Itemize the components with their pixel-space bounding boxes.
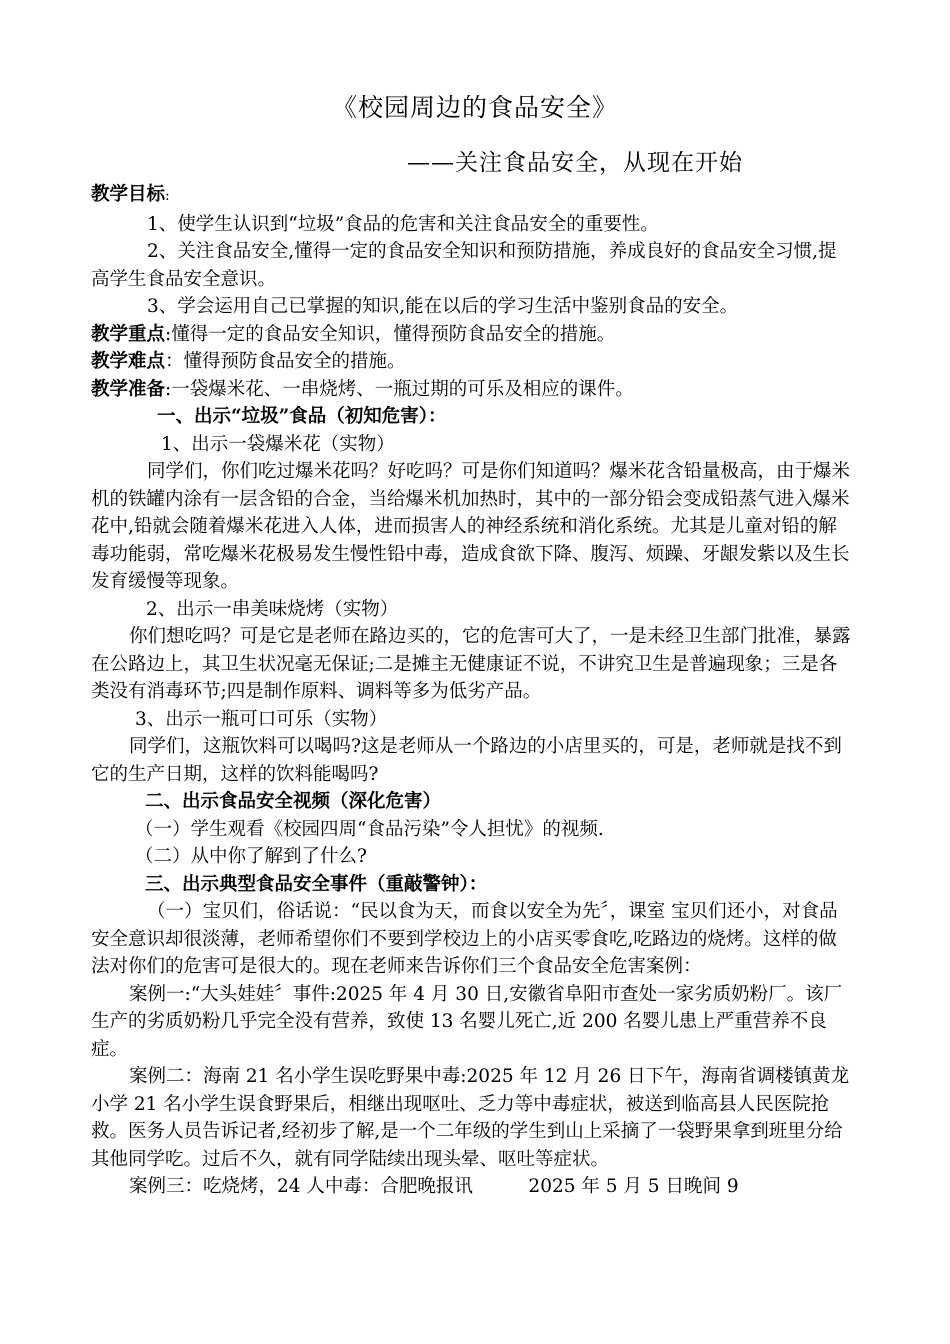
goal-item: 3、学会运用自己已掌握的知识,能在以后的学习生活中鉴别食品的安全。 bbox=[147, 296, 739, 317]
key-text: :懂得一定的食品安全知识，懂得预防食品安全的措施。 bbox=[165, 323, 616, 345]
section1-paragraph-1: 同学们，你们吃过爆米花吗？好吃吗？可是你们知道吗？爆米花含铅量极高，由于爆米机的铁罐内涂有一层含铅的合金，当给爆米机加热时，其中的一部分铅会变成铅蒸气进入爆米花中,铅就会随着爆米花进入人体，进而损害人的神经系统和消化系统。尤其是儿童对铅的解毒功能弱，常吃爆米花极易发生慢性铅中毒，造成食欲下降、腹泻、烦躁、牙龈发紫以及生长发育缓慢等现象。 bbox=[91, 461, 851, 592]
document-body bbox=[91, 181, 851, 1201]
key-label: 教学重点 bbox=[91, 323, 166, 345]
document-title: 《校园周边的食品安全》 bbox=[331, 93, 618, 122]
case-2: 案例二：海南 21 名小学生误吃野果中毒:2025 年 12 月 26 日下午，海南省调楼镇黄龙小学 21 名小学生误食野果后，相继出现呕吐、乏力等中毒症状，被送到临高县人民医院抢救。医务人员告诉记者,经初步了解,是一个二年级的学生到山上采摘了一袋野果拿到班里分给其他同学吃。过后不久，就有同学陆续出现头晕、呕吐等症状。 bbox=[91, 1066, 850, 1170]
section2-item-1: （一）学生观看《校园四周“食品污染”令人担忧》的视频. bbox=[135, 818, 604, 840]
section1-item-3: 3、出示一瓶可口可乐（实物） bbox=[135, 708, 388, 730]
key-points bbox=[91, 321, 851, 349]
section1-item-2: 2、出示一串美味烧烤（实物） bbox=[146, 598, 399, 620]
difficulty-points bbox=[91, 348, 851, 376]
difficulty-text: ：懂得预防食品安全的措施。 bbox=[165, 351, 406, 372]
goals-colon: : bbox=[165, 188, 170, 204]
section3-paragraph-1: （一）宝贝们，俗话说：“民以食为天，而食以安全为先〞，课室 宝贝们还小，对食品安全意识却很淡薄，老师希望你们不要到学校边上的小店买零食吃,吃路边的烧烤。这样的做法对你们的危害可是很大的。现在老师来告诉你们三个食品安全危害案例： bbox=[91, 901, 838, 977]
prep-label: 教学准备 bbox=[91, 378, 166, 400]
goals-label: 教学目标 bbox=[91, 184, 166, 205]
goals-heading bbox=[91, 181, 851, 211]
case-1: 案例一:“大头娃娃〞事件:2025 年 4 月 30 日,安徽省阜阳市查处一家劣质奶粉厂。该厂生产的劣质奶粉几乎完全没有营养，致使 13 名婴儿死亡,近 200 名婴儿患上严重营养不良症。 bbox=[91, 983, 843, 1060]
section1-paragraph-2: 你们想吃吗？可是它是老师在路边买的，它的危害可大了，一是未经卫生部门批准，暴露在公路边上，其卫生状况毫无保证;二是摊主无健康证不说，不讲究卫生是普遍现象；三是各类没有消毒环节;四是制作原料、调料等多为低劣产品。 bbox=[91, 626, 851, 702]
section1-paragraph-3: 同学们，这瓶饮料可以喝吗?这是老师从一个路边的小店里买的，可是，老师就是找不到它的生产日期，这样的饮料能喝吗? bbox=[91, 736, 842, 785]
section-heading-2: 二、出示食品安全视频（深化危害） bbox=[145, 791, 442, 812]
goal-item: 1、使学生认识到“垃圾”食品的危害和关注食品安全的重要性。 bbox=[147, 213, 659, 235]
goal-item: 2、关注食品安全,懂得一定的食品安全知识和预防措施，养成良好的食品安全习惯,提高学生食品安全意识。 bbox=[91, 241, 837, 290]
section-heading-1: 一、出示“垃圾”食品（初知危害）： bbox=[157, 406, 447, 427]
preparation bbox=[91, 376, 851, 404]
section1-item-1: 1、出示一袋爆米花（实物） bbox=[161, 433, 395, 455]
section2-item-2: （二）从中你了解到了什么? bbox=[135, 846, 367, 867]
case-3: 案例三：吃烧烤，24 人中毒：合肥晚报讯 2025 年 5 月 5 日晚间 9 bbox=[129, 1176, 739, 1197]
prep-text: :一袋爆米花、一串烧烤、一瓶过期的可乐及相应的课件。 bbox=[165, 378, 634, 400]
section-heading-3: 三、出示典型食品安全事件（重敲警钟）： bbox=[145, 873, 488, 895]
difficulty-label: 教学难点 bbox=[91, 351, 166, 372]
document-subtitle: ——关注食品安全，从现在开始 bbox=[407, 150, 743, 176]
